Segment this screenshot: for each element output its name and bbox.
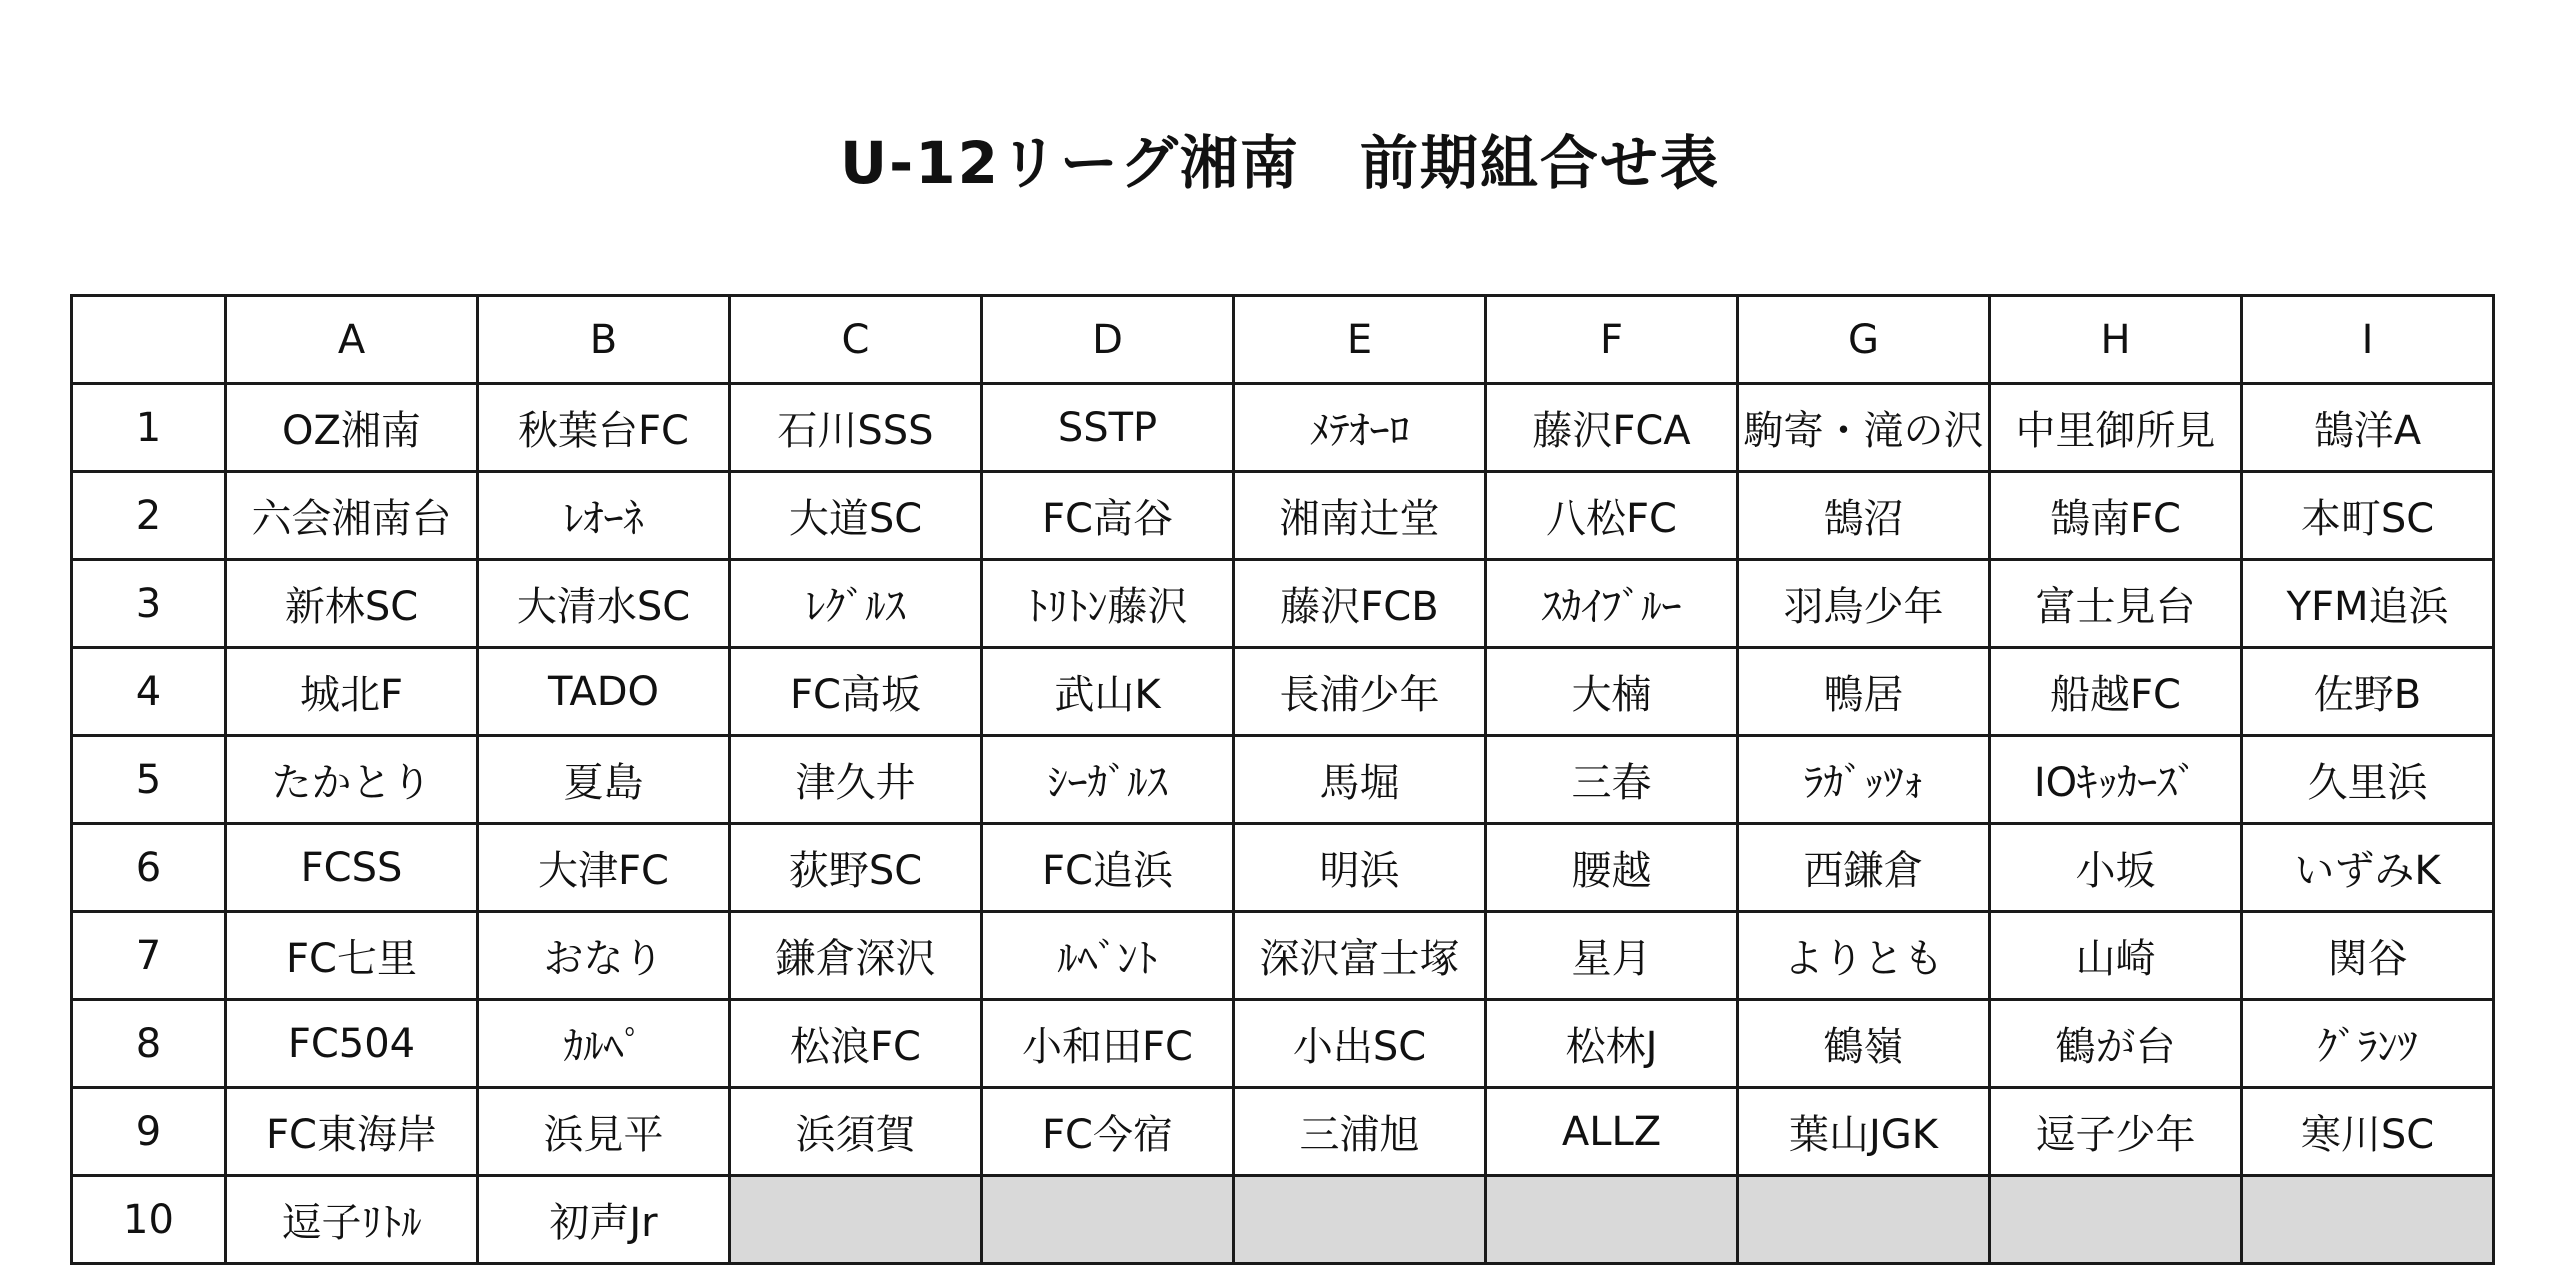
row-number: 6 [72, 824, 226, 912]
team-cell: 寒川SC [2242, 1088, 2494, 1176]
column-header: E [1234, 296, 1486, 384]
team-cell: 鶴が台 [1990, 1000, 2242, 1088]
team-cell: FC今宿 [982, 1088, 1234, 1176]
team-cell: 明浜 [1234, 824, 1486, 912]
team-cell: 津久井 [730, 736, 982, 824]
team-cell: ｽｶｲﾌﾞﾙｰ [1486, 560, 1738, 648]
empty-cell [730, 1176, 982, 1264]
team-cell: ｸﾞﾗﾝﾂ [2242, 1000, 2494, 1088]
team-cell: 久里浜 [2242, 736, 2494, 824]
team-cell: 深沢富士塚 [1234, 912, 1486, 1000]
table-row [72, 384, 2494, 472]
empty-cell [982, 1176, 1234, 1264]
team-cell: 小和田FC [982, 1000, 1234, 1088]
team-cell: SSTP [982, 384, 1234, 472]
team-cell: FC高坂 [730, 648, 982, 736]
team-cell: 夏島 [478, 736, 730, 824]
team-cell: 大清水SC [478, 560, 730, 648]
empty-cell [1486, 1176, 1738, 1264]
team-cell: ﾚｸﾞﾙｽ [730, 560, 982, 648]
column-header: C [730, 296, 982, 384]
team-cell: 城北F [226, 648, 478, 736]
team-cell: 長浦少年 [1234, 648, 1486, 736]
team-cell: 浜見平 [478, 1088, 730, 1176]
team-cell: OZ湘南 [226, 384, 478, 472]
team-cell: 関谷 [2242, 912, 2494, 1000]
team-cell: いずみK [2242, 824, 2494, 912]
team-cell: FC追浜 [982, 824, 1234, 912]
row-number: 10 [72, 1176, 226, 1264]
team-cell: 小坂 [1990, 824, 2242, 912]
team-cell: 逗子少年 [1990, 1088, 2242, 1176]
team-cell: 駒寄・滝の沢 [1738, 384, 1990, 472]
table-row [72, 1000, 2494, 1088]
team-cell: 初声Jr [478, 1176, 730, 1264]
team-cell: FC東海岸 [226, 1088, 478, 1176]
team-cell: 星月 [1486, 912, 1738, 1000]
team-cell: 藤沢FCB [1234, 560, 1486, 648]
row-number: 3 [72, 560, 226, 648]
page-title: U-12リーグ湘南 前期組合せ表 [840, 129, 1720, 197]
team-cell: 富士見台 [1990, 560, 2242, 648]
team-cell: FC504 [226, 1000, 478, 1088]
team-cell: 逗子ﾘﾄﾙ [226, 1176, 478, 1264]
team-cell: 小出SC [1234, 1000, 1486, 1088]
team-cell: 大津FC [478, 824, 730, 912]
column-header: I [2242, 296, 2494, 384]
team-cell: ﾒﾃｵｰﾛ [1234, 384, 1486, 472]
team-cell: 三浦旭 [1234, 1088, 1486, 1176]
team-cell: 羽鳥少年 [1738, 560, 1990, 648]
column-header: A [226, 296, 478, 384]
team-cell: ｼｰｶﾞﾙｽ [982, 736, 1234, 824]
team-cell: 本町SC [2242, 472, 2494, 560]
empty-cell [1990, 1176, 2242, 1264]
team-cell: IOｷｯｶｰｽﾞ [1990, 736, 2242, 824]
column-header: D [982, 296, 1234, 384]
team-cell: 六会湘南台 [226, 472, 478, 560]
team-cell: FC七里 [226, 912, 478, 1000]
column-header: B [478, 296, 730, 384]
team-cell: 大道SC [730, 472, 982, 560]
table-row [72, 648, 2494, 736]
team-cell: 鴨居 [1738, 648, 1990, 736]
team-cell: よりとも [1738, 912, 1990, 1000]
table-body [72, 384, 2494, 1264]
row-number: 1 [72, 384, 226, 472]
team-cell: TADO [478, 648, 730, 736]
team-cell: 八松FC [1486, 472, 1738, 560]
team-cell: 腰越 [1486, 824, 1738, 912]
team-cell: 新林SC [226, 560, 478, 648]
league-table [70, 294, 2495, 1265]
team-cell: 鵠洋A [2242, 384, 2494, 472]
team-cell: 藤沢FCA [1486, 384, 1738, 472]
team-cell: FC高谷 [982, 472, 1234, 560]
table-row [72, 472, 2494, 560]
team-cell: ｶﾙﾍﾟ [478, 1000, 730, 1088]
team-cell: YFM追浜 [2242, 560, 2494, 648]
table-row [72, 912, 2494, 1000]
table-row [72, 560, 2494, 648]
team-cell: 馬堀 [1234, 736, 1486, 824]
team-cell: 大楠 [1486, 648, 1738, 736]
team-cell: 鵠南FC [1990, 472, 2242, 560]
table-row [72, 1088, 2494, 1176]
team-cell: 鶴嶺 [1738, 1000, 1990, 1088]
corner-cell [72, 296, 226, 384]
team-cell: 山崎 [1990, 912, 2242, 1000]
column-header: G [1738, 296, 1990, 384]
team-cell: 佐野B [2242, 648, 2494, 736]
team-cell: 松浪FC [730, 1000, 982, 1088]
team-cell: ﾄﾘﾄﾝ藤沢 [982, 560, 1234, 648]
team-cell: 葉山JGK [1738, 1088, 1990, 1176]
table-row [72, 1176, 2494, 1264]
team-cell: 船越FC [1990, 648, 2242, 736]
team-cell: 鎌倉深沢 [730, 912, 982, 1000]
row-number: 4 [72, 648, 226, 736]
table-row [72, 736, 2494, 824]
team-cell: 秋葉台FC [478, 384, 730, 472]
empty-cell [1738, 1176, 1990, 1264]
team-cell: 石川SSS [730, 384, 982, 472]
row-number: 7 [72, 912, 226, 1000]
row-number: 9 [72, 1088, 226, 1176]
team-cell: 松林J [1486, 1000, 1738, 1088]
team-cell: 西鎌倉 [1738, 824, 1990, 912]
team-cell: ﾙﾍﾞﾝﾄ [982, 912, 1234, 1000]
team-cell: FCSS [226, 824, 478, 912]
column-header: F [1486, 296, 1738, 384]
team-cell: ﾗｶﾞｯﾂｫ [1738, 736, 1990, 824]
team-cell: 鵠沼 [1738, 472, 1990, 560]
team-cell: 中里御所見 [1990, 384, 2242, 472]
team-cell: 荻野SC [730, 824, 982, 912]
team-cell: おなり [478, 912, 730, 1000]
empty-cell [2242, 1176, 2494, 1264]
row-number: 8 [72, 1000, 226, 1088]
team-cell: 武山K [982, 648, 1234, 736]
table-row [72, 824, 2494, 912]
team-cell: 三春 [1486, 736, 1738, 824]
header-row [72, 296, 2494, 384]
team-cell: 浜須賀 [730, 1088, 982, 1176]
team-cell: 湘南辻堂 [1234, 472, 1486, 560]
empty-cell [1234, 1176, 1486, 1264]
column-header: H [1990, 296, 2242, 384]
row-number: 2 [72, 472, 226, 560]
team-cell: ALLZ [1486, 1088, 1738, 1176]
row-number: 5 [72, 736, 226, 824]
team-cell: ﾚｵｰﾈ [478, 472, 730, 560]
team-cell: たかとり [226, 736, 478, 824]
